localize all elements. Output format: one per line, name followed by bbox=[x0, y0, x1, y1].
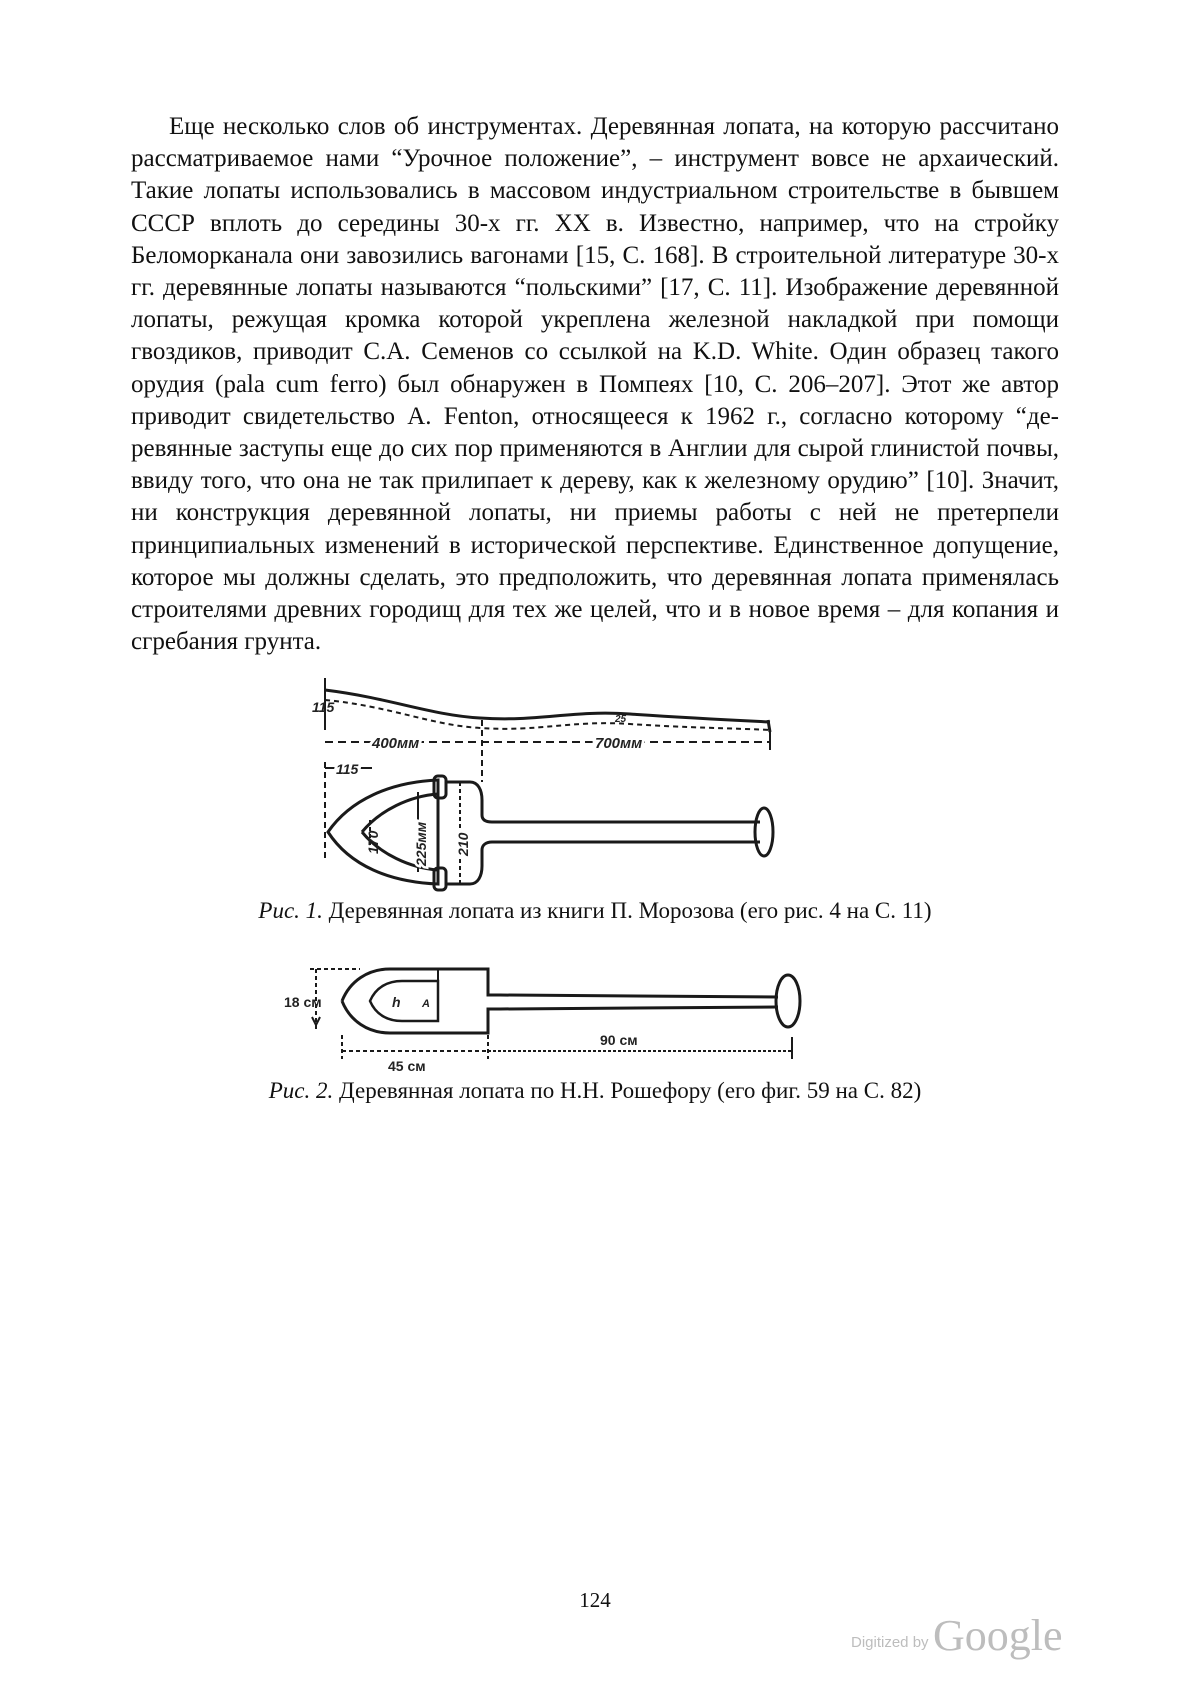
figure-2-number: Рис. 2. bbox=[268, 1078, 334, 1103]
google-logo: Google bbox=[933, 1611, 1063, 1660]
fig2-label-inner-h: h bbox=[392, 994, 401, 1010]
page-number: 124 bbox=[579, 1588, 611, 1612]
fig2-label-handle-length: 90 см bbox=[600, 1032, 638, 1048]
fig1-label-mid: 25 bbox=[615, 714, 627, 725]
fig1-label-handle-length: 700мм bbox=[595, 735, 643, 752]
fig2-label-inner-a: A bbox=[422, 998, 430, 1010]
figure-1-caption bbox=[0, 898, 1190, 924]
figure-1-shovel-drawing bbox=[310, 670, 870, 910]
fig1-label-width-210: 210 bbox=[455, 832, 471, 856]
fig1-label-tip: 115 bbox=[336, 761, 359, 777]
figure-2-caption-text: Деревянная лопата по Н.Н. Рошефору (его фиг. 59 на С. 82) bbox=[333, 1078, 922, 1103]
body-paragraph: Еще несколько слов об инструментах. Деревянная лопата, на которую рассчитано рассматриваемое нами “Урочное положение”, – инструмент вовсе не архаический. Такие лопаты использовались в массовом индустриальном строительстве в бывшем СССР вплоть до середины 30-х гг. XX в. Известно, например, что на стройку Беломорканала они завозились вагонами [15, С. 168]. В строительной литературе 30-х гг. деревянные лопаты называются “польскими” [17, С. 11]. Изображение деревянной лопаты, режущая кромка которой укреплена железной накладкой при помощи гвоздиков, приводит С.А. Семенов со ссылкой на K.D. White. Один образец такого орудия (pala cum ferro) был обнаружен в Помпеях [10, С. 206–207]. Этот же автор приводит свидетельство A. Fenton, относящееся к 1962 г., согласно которому “деревянные заступы еще до сих пор применяются в Англии для сырой глинистой почвы, ввиду того, что она не так прилипает к дереву, как к железному орудию” [10]. Значит, ни конструкция деревянной лопаты, ни приемы работы с ней не претерпели принципиальных изменений в исторической перспективе. Единственное допущение, которое мы должны сделать, это предположить, что деревянная лопата применялась строителями древних городищ для тех же целей, что и в новое время – для копания и сгребания грунта. bbox=[131, 113, 1059, 656]
digitized-watermark bbox=[851, 1610, 1063, 1661]
figure-1-caption-text: Деревянная лопата из книги П. Морозова (его рис. 4 на С. 11) bbox=[322, 898, 932, 923]
figure-2-shovel-drawing bbox=[280, 955, 820, 1075]
fig1-label-blade-length: 400мм bbox=[372, 735, 420, 752]
watermark-prefix: Digitized by bbox=[851, 1634, 929, 1651]
fig1-label-width-170: 170 bbox=[365, 830, 381, 854]
fig2-label-width: 18 см bbox=[284, 994, 322, 1010]
fig1-label-width-225: 225мм bbox=[413, 821, 429, 866]
fig1-label-side-height: 115 bbox=[312, 699, 335, 715]
figure-1-number: Рис. 1. bbox=[258, 898, 323, 923]
fig2-label-blade-length: 45 см bbox=[388, 1058, 426, 1074]
figure-2-caption bbox=[0, 1078, 1190, 1104]
